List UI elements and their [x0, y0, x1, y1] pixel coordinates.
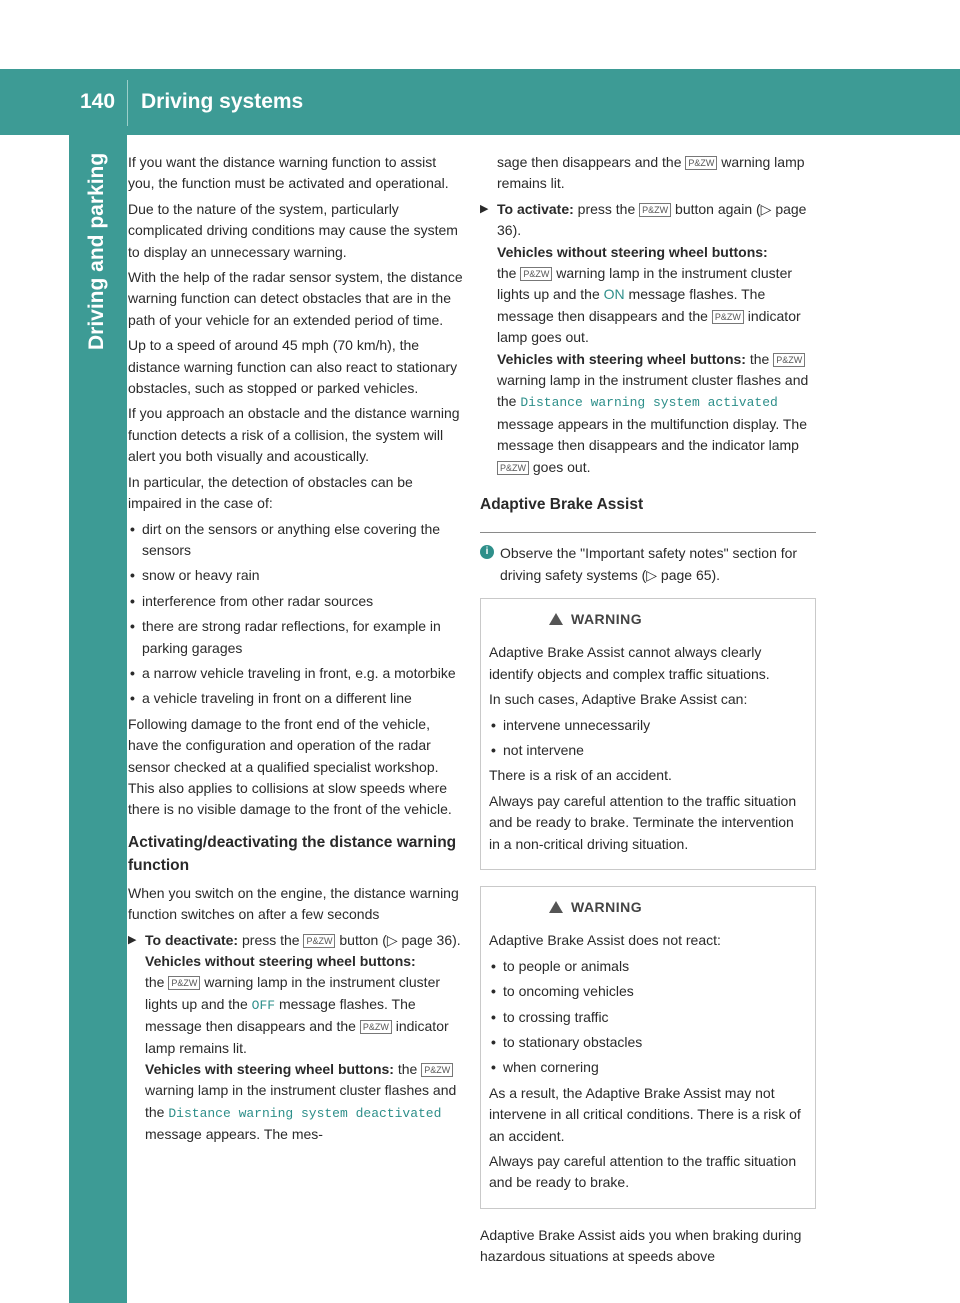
warning-lamp-icon: P&ZW	[168, 976, 200, 990]
section-heading: Activating/deactivating the distance warning function	[128, 833, 457, 874]
chapter-title: Driving systems	[141, 90, 304, 113]
list-item: • when cornering	[489, 1057, 807, 1078]
bullet-list	[489, 715, 807, 762]
list-item: • a vehicle traveling in front on a different line	[128, 688, 464, 709]
list-item: • intervene unnecessarily	[489, 715, 807, 736]
right-column	[480, 152, 816, 1272]
paragraph: If you want the distance warning function to assist you, the function must be activated and operational.	[128, 154, 449, 192]
instruction-step-continued: sage then disappears and the P&ZW warning lamp remains lit.	[497, 154, 805, 192]
info-note: i Observe the "Important safety notes" section for driving safety systems (▷ page 65).	[480, 543, 816, 586]
paragraph: Up to a speed of around 45 mph (70 km/h), the distance warning function can also react to stationary obstacles, such as stopped or parked vehicles.	[128, 337, 458, 397]
paragraph: Adaptive Brake Assist does not react:	[489, 932, 721, 949]
indicator-lamp-icon: P&ZW	[497, 461, 529, 475]
paragraph: With the help of the radar sensor system, the distance warning function can detect obstacles that are in the path of your vehicle for an extended period of time.	[128, 269, 463, 328]
warning-title: WARNING	[549, 897, 807, 918]
warning-triangle-icon	[549, 901, 563, 913]
bullet-list	[489, 956, 807, 1079]
section-heading: Adaptive Brake Assist	[480, 496, 644, 514]
paragraph: In such cases, Adaptive Brake Assist can:	[489, 691, 748, 708]
list-item: • there are strong radar reflections, for example in parking garages	[128, 616, 464, 659]
on-message: ON	[603, 286, 625, 303]
instruction-step: ▶ To activate: press the P&ZW button again (▷ page 36). Vehicles without steering wheel buttons: the P&ZW warning lamp in the instrument cluster lights up and the ON message flashes. The message then disappears and the P&ZW indicator lamp goes out. Vehicles with steering wheel buttons: the P&ZW warning lamp in the instrument cluster flashes and the Distance warning system activated message appears in the multifunction display. The message then disappears and the indicator lamp P&ZW goes out.	[480, 200, 809, 475]
paragraph: When you switch on the engine, the distance warning function switches on after a few seconds	[128, 884, 459, 923]
instruction-step: ▶ To deactivate: press the P&ZW button (▷ page 36). Vehicles without steering wheel buttons: the P&ZW warning lamp in the instrument cluster lights up and the OFF message flashes. The message then disappears and the P&ZW indicator lamp remains lit. Vehicles with steering wheel buttons: the P&ZW warning lamp in the instrument cluster flashes and the Distance warning system deactivated message appears. The mes-	[128, 931, 461, 1143]
list-item: • to stationary obstacles	[489, 1032, 807, 1053]
list-item: • snow or heavy rain	[128, 565, 464, 586]
list-item: • a narrow vehicle traveling in front, e.g. a motorbike	[128, 663, 464, 684]
off-message: OFF	[251, 997, 276, 1013]
paragraph: Adaptive Brake Assist aids you when braking during hazardous situations at speeds above	[480, 1226, 802, 1265]
header-divider	[127, 80, 128, 126]
list-item: • to people or animals	[489, 956, 807, 977]
paragraph: As a result, the Adaptive Brake Assist may not intervene in all critical conditions. There is a risk of an accident.	[489, 1084, 801, 1144]
right-arrow-icon: ▶	[480, 202, 489, 215]
page-number: 140	[80, 90, 116, 113]
side-tab-label: Driving and parking	[85, 152, 108, 350]
side-tab-label-wrap	[83, 150, 113, 350]
left-column	[128, 152, 464, 1150]
paragraph: Always pay careful attention to the traffic situation and be ready to brake.	[489, 1153, 797, 1191]
warning-triangle-icon	[549, 613, 563, 625]
list-item: • to crossing traffic	[489, 1007, 807, 1028]
right-arrow-icon: ▶	[128, 933, 137, 946]
paragraph: Always pay careful attention to the traffic situation and be ready to brake. Terminate the intervention in a non-critical driving situation.	[489, 792, 797, 852]
list-item: • interference from other radar sources	[128, 591, 464, 612]
section-rule	[480, 532, 816, 533]
info-icon: i	[480, 545, 494, 559]
distance-warning-button-icon: P&ZW	[303, 934, 335, 948]
warning-box	[480, 598, 816, 870]
warning-lamp-icon: P&ZW	[773, 353, 805, 367]
deactivated-message: Distance warning system deactivated	[168, 1105, 442, 1121]
paragraph: In particular, the detection of obstacles can be impaired in the case of:	[128, 473, 413, 512]
warning-box	[480, 886, 816, 1209]
warning-lamp-icon: P&ZW	[520, 267, 552, 281]
distance-warning-button-icon: P&ZW	[639, 203, 671, 217]
bullet-list	[128, 519, 464, 710]
list-item: • not intervene	[489, 740, 807, 761]
indicator-lamp-icon: P&ZW	[712, 310, 744, 324]
list-item: • dirt on the sensors or anything else covering the sensors	[128, 519, 464, 562]
paragraph: Following damage to the front end of the vehicle, have the configuration and operation of the radar sensor checked at a qualified specialist workshop. This also applies to collisions at slow speeds where there is no visible damage to the front of the vehicle.	[128, 715, 452, 818]
warning-lamp-icon: P&ZW	[421, 1063, 453, 1077]
warning-lamp-icon: P&ZW	[685, 156, 717, 170]
activated-message: Distance warning system activated	[520, 395, 778, 411]
warning-title: WARNING	[549, 609, 807, 630]
paragraph: Adaptive Brake Assist cannot always clearly identify objects and complex traffic situations.	[489, 644, 770, 682]
paragraph: If you approach an obstacle and the distance warning function detects a risk of a collision, the system will alert you both visually and acoustically.	[128, 405, 460, 465]
indicator-lamp-icon: P&ZW	[360, 1020, 392, 1034]
paragraph: There is a risk of an accident.	[489, 767, 672, 784]
paragraph: Due to the nature of the system, particularly complicated driving conditions may cause the system to display an unnecessary warning.	[128, 200, 458, 260]
list-item: • to oncoming vehicles	[489, 981, 807, 1002]
